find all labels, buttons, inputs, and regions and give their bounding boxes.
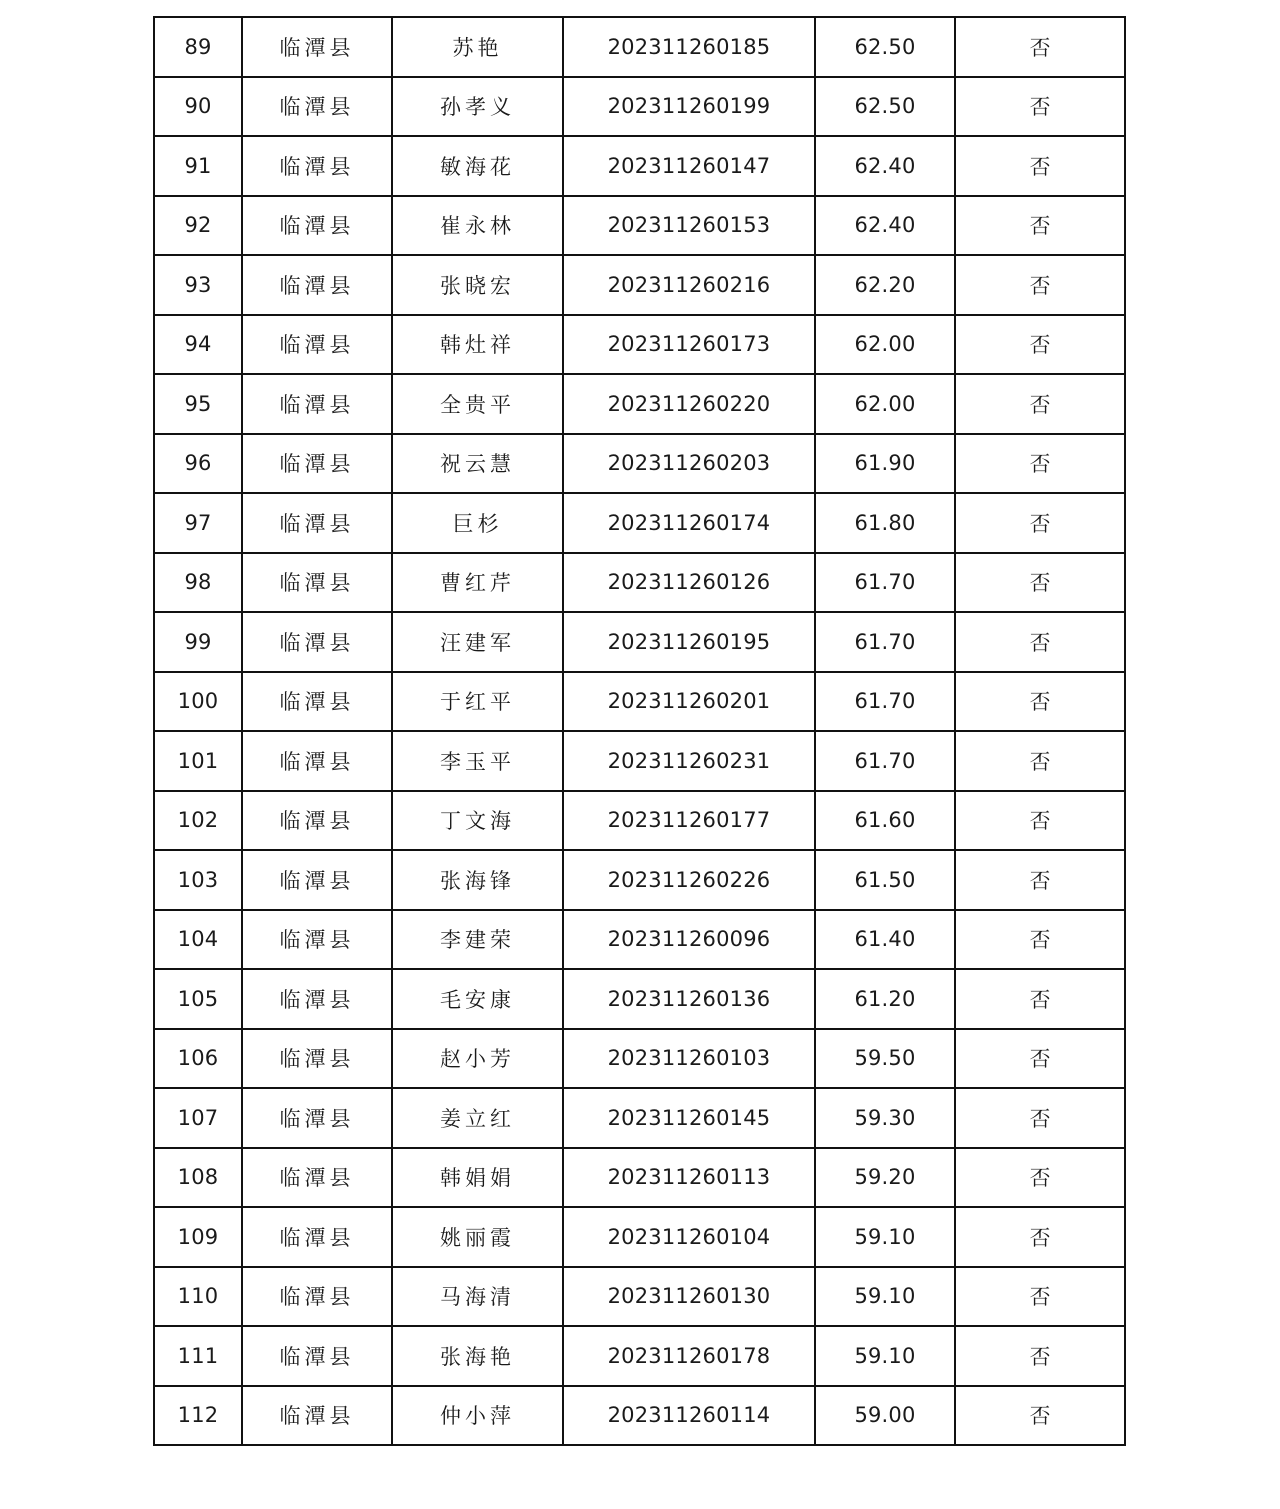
score-cell: 61.60	[815, 791, 955, 851]
row-number: 100	[154, 672, 242, 732]
county-cell: 临潭县	[242, 850, 392, 910]
score-cell: 61.40	[815, 910, 955, 970]
county-cell: 临潭县	[242, 17, 392, 77]
score-cell: 62.20	[815, 255, 955, 315]
candidate-name: 李建荣	[392, 910, 563, 970]
candidate-name: 巨杉	[392, 493, 563, 553]
exam-id: 202311260113	[563, 1148, 815, 1208]
table-row	[154, 969, 1125, 1029]
table-row	[154, 1326, 1125, 1386]
exam-id: 202311260178	[563, 1326, 815, 1386]
candidate-name: 李玉平	[392, 731, 563, 791]
table-row	[154, 136, 1125, 196]
row-number: 107	[154, 1088, 242, 1148]
exam-id: 202311260096	[563, 910, 815, 970]
county-cell: 临潭县	[242, 791, 392, 851]
table-row	[154, 255, 1125, 315]
candidate-name: 赵小芳	[392, 1029, 563, 1089]
row-number: 98	[154, 553, 242, 613]
county-cell: 临潭县	[242, 1207, 392, 1267]
county-cell: 临潭县	[242, 1386, 392, 1446]
row-number: 95	[154, 374, 242, 434]
qualified-flag: 否	[955, 1326, 1125, 1386]
county-cell: 临潭县	[242, 553, 392, 613]
exam-id: 202311260126	[563, 553, 815, 613]
candidate-name: 马海清	[392, 1267, 563, 1327]
score-cell: 59.20	[815, 1148, 955, 1208]
exam-id: 202311260104	[563, 1207, 815, 1267]
table-row	[154, 612, 1125, 672]
qualified-flag: 否	[955, 672, 1125, 732]
table-row	[154, 1386, 1125, 1446]
row-number: 101	[154, 731, 242, 791]
table-row	[154, 196, 1125, 256]
qualified-flag: 否	[955, 910, 1125, 970]
qualified-flag: 否	[955, 731, 1125, 791]
row-number: 111	[154, 1326, 242, 1386]
score-cell: 62.50	[815, 17, 955, 77]
table-row	[154, 374, 1125, 434]
row-number: 103	[154, 850, 242, 910]
score-table-body	[154, 17, 1125, 1445]
qualified-flag: 否	[955, 791, 1125, 851]
table-row	[154, 850, 1125, 910]
candidate-name: 全贵平	[392, 374, 563, 434]
county-cell: 临潭县	[242, 255, 392, 315]
candidate-name: 崔永林	[392, 196, 563, 256]
row-number: 106	[154, 1029, 242, 1089]
score-cell: 61.70	[815, 731, 955, 791]
score-cell: 62.50	[815, 77, 955, 137]
score-cell: 62.00	[815, 374, 955, 434]
row-number: 105	[154, 969, 242, 1029]
table-row	[154, 493, 1125, 553]
exam-id: 202311260147	[563, 136, 815, 196]
score-cell: 59.30	[815, 1088, 955, 1148]
exam-id: 202311260226	[563, 850, 815, 910]
exam-id: 202311260216	[563, 255, 815, 315]
row-number: 93	[154, 255, 242, 315]
exam-id: 202311260177	[563, 791, 815, 851]
county-cell: 临潭县	[242, 1326, 392, 1386]
exam-id: 202311260153	[563, 196, 815, 256]
qualified-flag: 否	[955, 136, 1125, 196]
county-cell: 临潭县	[242, 612, 392, 672]
score-cell: 59.10	[815, 1267, 955, 1327]
score-cell: 61.20	[815, 969, 955, 1029]
table-row	[154, 672, 1125, 732]
table-row	[154, 77, 1125, 137]
qualified-flag: 否	[955, 493, 1125, 553]
exam-id: 202311260199	[563, 77, 815, 137]
table-row	[154, 791, 1125, 851]
qualified-flag: 否	[955, 434, 1125, 494]
candidate-name: 仲小萍	[392, 1386, 563, 1446]
row-number: 96	[154, 434, 242, 494]
qualified-flag: 否	[955, 374, 1125, 434]
qualified-flag: 否	[955, 1088, 1125, 1148]
row-number: 109	[154, 1207, 242, 1267]
county-cell: 临潭县	[242, 493, 392, 553]
county-cell: 临潭县	[242, 1267, 392, 1327]
score-cell: 61.50	[815, 850, 955, 910]
candidate-name: 祝云慧	[392, 434, 563, 494]
qualified-flag: 否	[955, 17, 1125, 77]
exam-id: 202311260136	[563, 969, 815, 1029]
qualified-flag: 否	[955, 1386, 1125, 1446]
candidate-name: 韩娟娟	[392, 1148, 563, 1208]
row-number: 99	[154, 612, 242, 672]
county-cell: 临潭县	[242, 434, 392, 494]
candidate-name: 曹红芹	[392, 553, 563, 613]
table-row	[154, 1207, 1125, 1267]
table-row	[154, 910, 1125, 970]
candidate-name: 丁文海	[392, 791, 563, 851]
score-cell: 62.40	[815, 196, 955, 256]
row-number: 104	[154, 910, 242, 970]
table-row	[154, 315, 1125, 375]
exam-id: 202311260201	[563, 672, 815, 732]
row-number: 94	[154, 315, 242, 375]
exam-id: 202311260174	[563, 493, 815, 553]
county-cell: 临潭县	[242, 196, 392, 256]
row-number: 91	[154, 136, 242, 196]
county-cell: 临潭县	[242, 315, 392, 375]
county-cell: 临潭县	[242, 1148, 392, 1208]
row-number: 110	[154, 1267, 242, 1327]
qualified-flag: 否	[955, 196, 1125, 256]
table-row	[154, 553, 1125, 613]
qualified-flag: 否	[955, 1207, 1125, 1267]
candidate-name: 汪建军	[392, 612, 563, 672]
score-cell: 61.80	[815, 493, 955, 553]
exam-id: 202311260231	[563, 731, 815, 791]
row-number: 90	[154, 77, 242, 137]
county-cell: 临潭县	[242, 136, 392, 196]
candidate-name: 孙孝义	[392, 77, 563, 137]
qualified-flag: 否	[955, 969, 1125, 1029]
row-number: 108	[154, 1148, 242, 1208]
score-cell: 61.70	[815, 672, 955, 732]
county-cell: 临潭县	[242, 910, 392, 970]
exam-id: 202311260203	[563, 434, 815, 494]
table-row	[154, 17, 1125, 77]
score-table	[153, 16, 1126, 1446]
county-cell: 临潭县	[242, 731, 392, 791]
county-cell: 临潭县	[242, 672, 392, 732]
score-cell: 61.70	[815, 553, 955, 613]
candidate-name: 于红平	[392, 672, 563, 732]
candidate-name: 毛安康	[392, 969, 563, 1029]
county-cell: 临潭县	[242, 969, 392, 1029]
table-row	[154, 731, 1125, 791]
score-cell: 59.00	[815, 1386, 955, 1446]
county-cell: 临潭县	[242, 1029, 392, 1089]
candidate-name: 韩灶祥	[392, 315, 563, 375]
candidate-name: 张海艳	[392, 1326, 563, 1386]
exam-id: 202311260173	[563, 315, 815, 375]
row-number: 92	[154, 196, 242, 256]
exam-id: 202311260195	[563, 612, 815, 672]
score-cell: 62.40	[815, 136, 955, 196]
score-cell: 59.10	[815, 1207, 955, 1267]
score-cell: 59.50	[815, 1029, 955, 1089]
candidate-name: 张海锋	[392, 850, 563, 910]
exam-id: 202311260130	[563, 1267, 815, 1327]
county-cell: 临潭县	[242, 77, 392, 137]
row-number: 112	[154, 1386, 242, 1446]
exam-id: 202311260103	[563, 1029, 815, 1089]
county-cell: 临潭县	[242, 1088, 392, 1148]
qualified-flag: 否	[955, 77, 1125, 137]
exam-id: 202311260220	[563, 374, 815, 434]
candidate-name: 敏海花	[392, 136, 563, 196]
score-cell: 61.70	[815, 612, 955, 672]
table-row	[154, 1029, 1125, 1089]
qualified-flag: 否	[955, 553, 1125, 613]
exam-id: 202311260114	[563, 1386, 815, 1446]
candidate-name: 姜立红	[392, 1088, 563, 1148]
table-row	[154, 1088, 1125, 1148]
qualified-flag: 否	[955, 1148, 1125, 1208]
score-cell: 59.10	[815, 1326, 955, 1386]
qualified-flag: 否	[955, 612, 1125, 672]
exam-id: 202311260145	[563, 1088, 815, 1148]
row-number: 89	[154, 17, 242, 77]
qualified-flag: 否	[955, 315, 1125, 375]
qualified-flag: 否	[955, 1267, 1125, 1327]
score-table-page	[153, 16, 1124, 1446]
candidate-name: 张晓宏	[392, 255, 563, 315]
table-row	[154, 1148, 1125, 1208]
table-row	[154, 1267, 1125, 1327]
exam-id: 202311260185	[563, 17, 815, 77]
candidate-name: 苏艳	[392, 17, 563, 77]
score-cell: 62.00	[815, 315, 955, 375]
qualified-flag: 否	[955, 850, 1125, 910]
candidate-name: 姚丽霞	[392, 1207, 563, 1267]
score-cell: 61.90	[815, 434, 955, 494]
qualified-flag: 否	[955, 255, 1125, 315]
row-number: 97	[154, 493, 242, 553]
row-number: 102	[154, 791, 242, 851]
county-cell: 临潭县	[242, 374, 392, 434]
table-row	[154, 434, 1125, 494]
qualified-flag: 否	[955, 1029, 1125, 1089]
